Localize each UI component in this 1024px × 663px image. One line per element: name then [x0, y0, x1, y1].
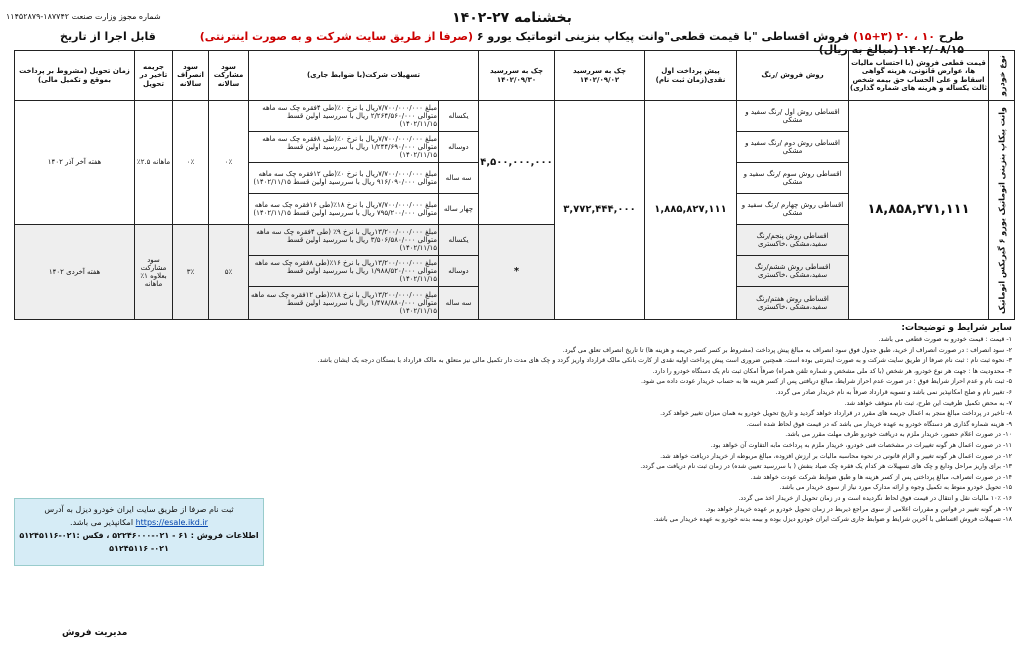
- method-cell: اقساطی روش اول /رنگ سفید و مشکی: [737, 101, 849, 132]
- table-header-row: [15, 51, 1015, 101]
- term-item: ۱۳- برای واریز مراحل ودایع و چک های تسهیلات هر کدام یک فقره چک صیاد بنفش ( با سررسید تعیین شده) در زمان ثبت نام دریافت می گردد.: [640, 463, 1012, 471]
- profit-value: ۵٪: [209, 225, 249, 320]
- signature: مدیریت فروش: [62, 628, 128, 638]
- final-price: ۱۸,۸۵۸,۲۷۱,۱۱۱: [849, 101, 989, 320]
- forfeit-value: ۰٪: [173, 101, 209, 225]
- forfeit-value: ۳٪: [173, 225, 209, 320]
- facility-cell: مبلغ ۷/۷۰۰/۰۰۰/۰۰۰ریال با نرخ ۱۸٪(طی ۱۶فقره چک سه ماهه متوالی ۷۹۵/۲۰۰/۰۰۰ ریال با سررسید اولین قسط ۱۴۰۲/۱۱/۱۵): [249, 194, 439, 225]
- license-number: شماره مجوز وزارت صنعت ۱۸۷۷۴۲-۱۱۴۵۲۸۷۹: [6, 12, 161, 21]
- header-cheque1: چک به سررسید ۱۴۰۲/۰۹/۰۲: [555, 51, 645, 101]
- term-item: ۹- هزینه شماره گذاری هر دستگاه خودرو به عهده خریدار می باشد که در قیمت فوق لحاظ شده است.: [746, 420, 1012, 428]
- term-item: ۲- سود انصراف : در صورت انصراف از خرید، طبق جدول فوق سود انصراف به مبالغ پیش پرداخت (مشروط بر کسر کسر جریمه و هزینه ها) تا تاریخ انصراف تعلق می گیرد.: [562, 346, 1012, 354]
- term-item: ۸- تاخیر در پرداخت مبالغ منجر به اعمال جریمه های مقرر در قرارداد خواهد گردید و تاریخ تحویل خودرو به همان میزان تغییر خواهد کرد.: [660, 410, 1012, 418]
- term-cell: سه ساله: [439, 287, 479, 320]
- term-cell: سه ساله: [439, 163, 479, 194]
- plan-description: فروش اقساطی "با قیمت قطعی"وانت پیکاپ بنزینی اتوماتیک یورو ۶: [473, 30, 854, 43]
- method-cell: اقساطی روش سوم /رنگ سفید و مشکی: [737, 163, 849, 194]
- header-cheque2: چک به سررسید ۱۴۰۲/۰۹/۳۰: [479, 51, 555, 101]
- plan-code: ۱۰ ، ۲۰ (۳+۱۵): [853, 30, 936, 43]
- term-item: ۱۵- تحویل خودرو منوط به تکمیل وجوه و ارائه مدارک مورد نیاز از سوی خریدار می باشد.: [779, 484, 1012, 492]
- terms-title: سایر شرایط و توضیحات:: [901, 323, 1012, 333]
- header-delivery: زمان تحویل (مشروط بر پرداخت بموقع و تکمیل مالی): [15, 51, 135, 101]
- plan-channel: (صرفا از طریق سایت شرکت و به صورت اینترنتی): [199, 30, 474, 43]
- term-item: ۵- ثبت نام و عدم احراز شرایط فوق : در صورت عدم احراز شرایط، مبالغ دریافتی پس از کسر هزینه ها به حساب خریدار عودت داده می شود.: [641, 378, 1012, 386]
- profit-value: ۰٪: [209, 101, 249, 225]
- term-item: ۳- نحوه ثبت نام : ثبت نام صرفا از طریق سایت شرکت و به صورت اینترنتی بوده است. همچنین ضروری است پیش پرداخت اولیه نقدی از کارت بانکی مالک قرارداد واریز گردد و چک های مدت دار تکمیل مالی نیز متعلق به مالک قرارداد با بستگان درجه یک ایشان باشد.: [317, 357, 1012, 365]
- facility-cell: مبلغ ۷/۷۰۰/۰۰۰/۰۰۰ریال با نرخ ۰٪(طی ۸فقره چک سه ماهه متوالی ۱/۲۴۴/۶۹۰/۰۰۰ ریال با سررسید اولین قسط ۱۴۰۲/۱۱/۱۵): [249, 132, 439, 163]
- cheque2-value: ۴,۵۰۰,۰۰۰,۰۰۰: [479, 101, 555, 225]
- header-method: روش فروش /رنگ: [737, 51, 849, 101]
- header-final-price: قیمت قطعی فروش (با احتساب مالیات ها، عوارض قانونی، هزینه گواهی اسقاط و علی الحساب حق بیمه شخص ثالث یکساله و هزینه های شماره گذاری): [849, 51, 989, 101]
- method-cell: اقساطی روش ششم/رنگ سفید،مشکی ،خاکستری: [737, 256, 849, 287]
- cheque2-value-group2: *: [479, 225, 555, 320]
- method-cell: اقساطی روش دوم /رنگ سفید و مشکی: [737, 132, 849, 163]
- method-cell: اقساطی روش چهارم /رنگ سفید و مشکی: [737, 194, 849, 225]
- delay-value: سود مشارکت بعلاوه ۱٪ ماهانه: [135, 225, 173, 320]
- plan-date: قابل اجرا از تاریخ ۱۴۰۲/۰۸/۱۵ (مبالغ به ریال): [60, 30, 964, 56]
- header-model: نوع خودرو: [989, 51, 1015, 101]
- header-prepay: پیش پرداخت اول نقدی(زمان ثبت نام): [645, 51, 737, 101]
- term-item: ۱۰- در صورت اعلام حضور، خریدار ملزم به دریافت خودرو ظرف مهلت مقرر می باشد.: [785, 431, 1012, 439]
- notice-text: ثبت نام صرفا از طریق سایت ایران خودرو دیزل به آدرس: [44, 505, 234, 514]
- term-item: ۱۲- در صورت اعمال هر گونه تغییر و الزام قانونی در نحوه محاسبه مالیات بر ارزش افزوده، مبالغ مربوطه از خریدار دریافت خواهد شد.: [660, 452, 1012, 460]
- term-item: ۱- قیمت : قیمت خودرو به صورت قطعی می باشد.: [878, 336, 1012, 343]
- prepay-value: ۱,۸۸۵,۸۲۷,۱۱۱: [645, 101, 737, 320]
- term-cell: دوساله: [439, 132, 479, 163]
- method-cell: اقساطی روش هفتم/رنگ سفید،مشکی ،خاکستری: [737, 287, 849, 320]
- facility-cell: مبلغ ۱۳/۲۰۰/۰۰۰/۰۰۰ریال با نرخ ۱۶٪(طی ۸فقره چک سه ماهه متوالی ۱/۹۸۸/۵۲۰/۰۰۰ ریال با سررسید اولین قسط ۱۴۰۲/۱۱/۱۵): [249, 256, 439, 287]
- term-item: ۱۸- تسهیلات فروش اقساطی با آخرین شرایط و ضوابط جاری شرکت ایران خودرو دیزل بوده و بیمه بدنه خودرو به عهده خریدار می باشد.: [653, 516, 1012, 524]
- term-item: ۱۷- هر گونه تغییر در قوانین و مقررات اعلامی از سوی مراجع ذیربط در زمان تحویل خودرو بر عهده خریدار خواهد بود.: [705, 505, 1012, 513]
- facility-cell: مبلغ ۱۳/۲۰۰/۰۰۰/۰۰۰ریال با نرخ ۱۸٪(طی ۱۲فقره چک سه ماهه متوالی ۱/۴۷۸/۸۸۰/۰۰۰ ریال با سررسید اولین قسط ۱۴۰۲/۱۱/۱۵): [249, 287, 439, 320]
- header-facilities: تسهیلات شرکت(با ضوابط جاری): [249, 51, 479, 101]
- term-cell: چهار ساله: [439, 194, 479, 225]
- facility-cell: مبلغ ۷/۷۰۰/۰۰۰/۰۰۰ریال با نرخ ۰٪(طی ۱۲فقره چک سه ماهه متوالی ۹۱۶/۰۹۰/۰۰۰ ریال با سررسید اولین قسط ۱۴۰۲/۱۱/۱۵): [249, 163, 439, 194]
- method-cell: اقساطی روش پنجم/رنگ سفید،مشکی ،خاکستری: [737, 225, 849, 256]
- plan-prefix: طرح: [935, 30, 964, 43]
- term-item: ۶- تغییر نام و صلح امکانپذیر نمی باشد و تسویه قرارداد صرفاً به نام خریدار صادر می گردد.: [775, 388, 1012, 396]
- facility-cell: مبلغ ۱۳/۲۰۰/۰۰۰/۰۰۰ریال با نرخ ۹٪ (طی ۴فقره چک سه ماهه متوالی ۳/۵۰۶/۵۸۰/۰۰۰ ریال با سررسید اولین قسط ۱۴۰۲/۱۱/۱۵): [249, 225, 439, 256]
- header-profit: سود مشارکت سالانه: [209, 51, 249, 101]
- term-item: ۱۶- ۱۰٪ مالیات نقل و انتقال در قیمت فوق لحاظ نگردیده است و در زمان تحویل از خریدار اخذ می گردد.: [738, 494, 1012, 502]
- term-cell: یکساله: [439, 225, 479, 256]
- model-name: وانت پیکاپ بنزینی اتوماتیک یورو ۶ گیربکس اتوماتیک: [989, 101, 1015, 320]
- cheque1-value: ۳,۷۷۲,۴۴۴,۰۰۰: [555, 101, 645, 320]
- term-item: ۱۴- در صورت انصراف، مبالغ پرداختی پس از کسر هزینه ها و طبق ضوابط شرکت عودت خواهد شد.: [750, 473, 1012, 481]
- term-cell: یکساله: [439, 101, 479, 132]
- notice-fax: ۰۲۱- ۵۱۲۴۵۱۱۶: [109, 544, 169, 553]
- term-cell: دوساله: [439, 256, 479, 287]
- terms-section: [12, 322, 1012, 526]
- facility-cell: مبلغ ۷/۷۰۰/۰۰۰/۰۰۰ریال با نرخ ۰٪(طی ۴فقره چک سه ماهه متوالی ۲/۲۶۴/۵۶۰/۰۰۰ ریال با سررسید اولین قسط ۱۴۰۲/۱۱/۱۵): [249, 101, 439, 132]
- notice-text-b: امکانپذیر می باشد.: [70, 518, 134, 527]
- table-row: [15, 101, 1015, 132]
- term-item: ۴- محدودیت ها : جهت هر نوع خودرو، هر شخص (با کد ملی مشخص و شماره تلفن همراه) صرفاً امکان ثبت نام یک دستگاه خودرو را دارد.: [652, 367, 1012, 375]
- delivery-value: هفته آخر آذر ۱۴۰۲: [15, 101, 135, 225]
- notice-contact: اطلاعات فروش : ۶۱ - ۰۲۱-۵۲۲۴۶۰۰۰ ، فکس :۰۲۱-۵۱۲۴۵۱۱۶: [19, 531, 259, 540]
- price-table: [14, 50, 1015, 320]
- delay-value: ماهانه ۲.۵٪: [135, 101, 173, 225]
- header-forfeit: سود انصراف سالانه: [173, 51, 209, 101]
- header-delay: جریمه تاخیر در تحویل: [135, 51, 173, 101]
- term-item: ۷- به محض تکمیل ظرفیت این طرح، ثبت نام متوقف خواهد شد.: [844, 399, 1012, 407]
- term-item: ۱۱- در صورت اعمال هر گونه تغییرات در مشخصات فنی خودرو، خریدار ملزم به پرداخت مابه التفاوت آن خواهد بود.: [710, 441, 1012, 449]
- registration-notice: [14, 498, 264, 566]
- esale-link[interactable]: https://esale.ikd.ir: [135, 518, 208, 527]
- delivery-value: هفته آخردی ۱۴۰۲: [15, 225, 135, 320]
- page-title: بخشنامه ۲۷-۱۴۰۲: [452, 10, 572, 26]
